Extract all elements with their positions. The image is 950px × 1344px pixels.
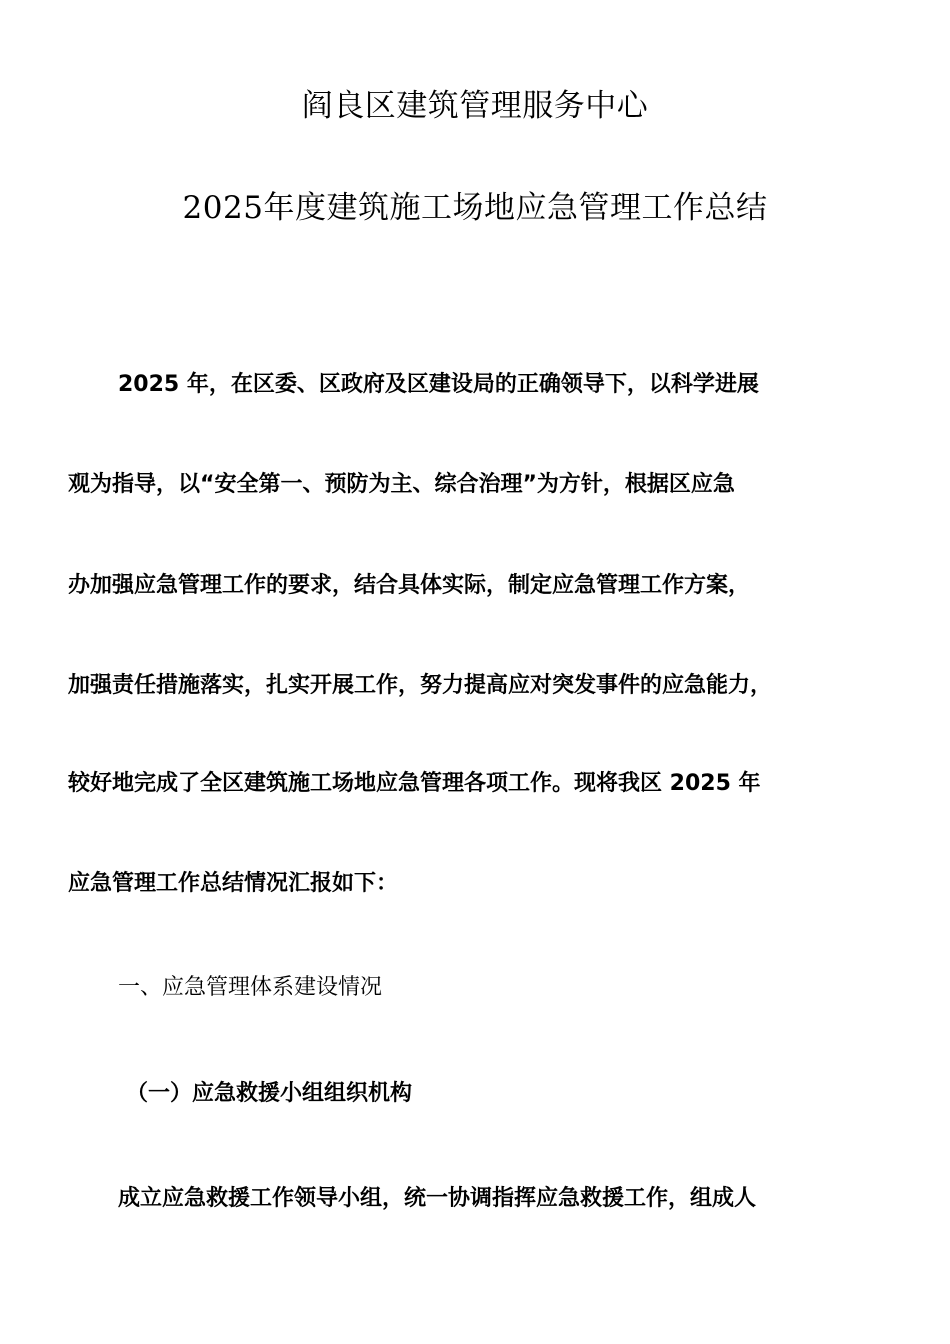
intro-paragraph-line: 较好地完成了全区建筑施工场地应急管理各项工作。现将我区 2025 年 [68, 771, 761, 796]
subsection-heading: （一）应急救援小组组织机构 [126, 1081, 413, 1106]
intro-paragraph-line: 办加强应急管理工作的要求，结合具体实际，制定应急管理工作方案， [68, 573, 751, 598]
intro-paragraph-line: 应急管理工作总结情况汇报如下： [68, 871, 399, 896]
document-title-organization: 阎良区建筑管理服务中心 [301, 88, 649, 124]
intro-paragraph-line: 观为指导，以“安全第一、预防为主、综合治理”为方针，根据区应急 [68, 472, 735, 497]
intro-paragraph-line: 2025 年，在区委、区政府及区建设局的正确领导下，以科学进展 [118, 372, 759, 397]
document-title-report: 2025年度建筑施工场地应急管理工作总结 [182, 190, 768, 226]
intro-paragraph-line: 加强责任措施落实，扎实开展工作，努力提高应对突发事件的应急能力， [68, 673, 773, 698]
body-paragraph-line: 成立应急救援工作领导小组，统一协调指挥应急救援工作，组成人 [118, 1186, 757, 1211]
section-heading: 一、应急管理体系建设情况 [118, 975, 383, 1000]
